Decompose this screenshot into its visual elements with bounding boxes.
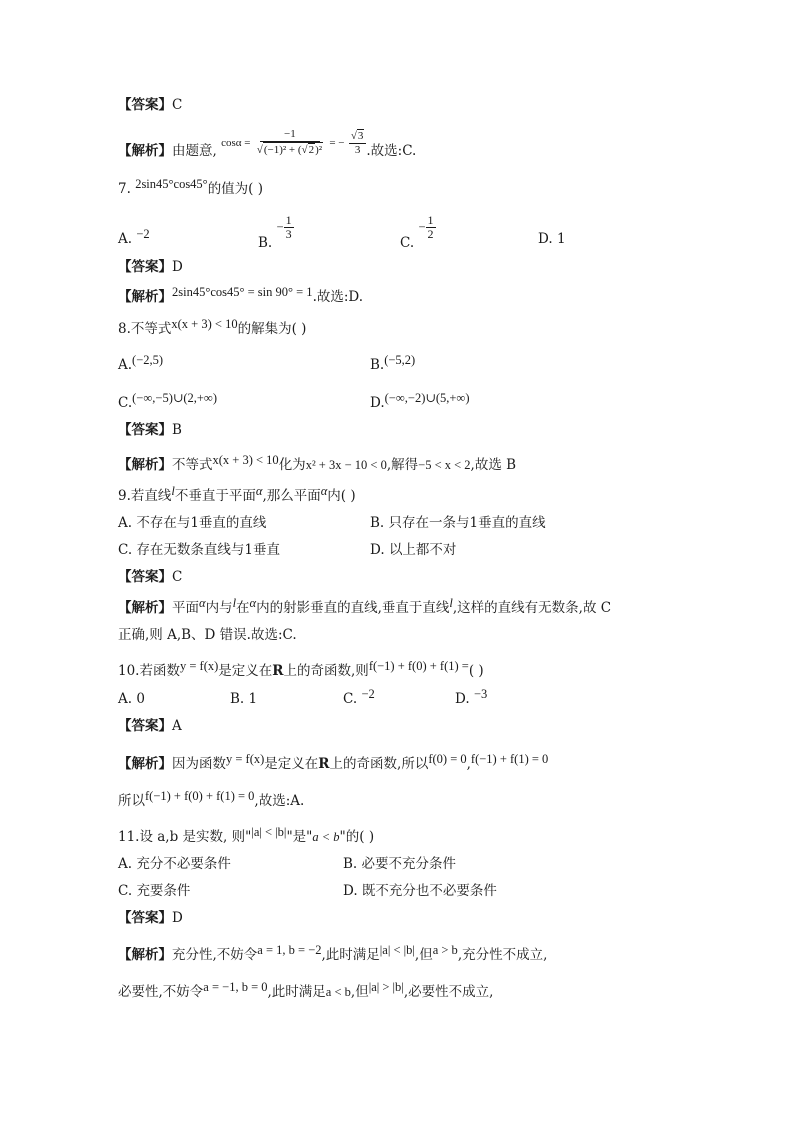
q9-analysis: 【解析】平面α内与l在α内的射影垂直的直线,垂直于直线l,这样的直线有无数条,故 C bbox=[118, 596, 612, 616]
q9-option-c: C. 存在无数条直线与1垂直 bbox=[118, 542, 281, 558]
q8-option-c: C.(−∞,−5)∪(2,+∞) bbox=[118, 391, 217, 411]
q6-analysis: 【解析】由题意, cosα = $\frac{-1}{\text{√(−1)² + (√2)²}}$ = − $\frac{√3}{3}$ .故选:C. bbox=[118, 128, 417, 159]
q9-option-b: B. 只存在一条与1垂直的直线 bbox=[370, 515, 546, 531]
answer-tag: 【答案】 bbox=[118, 97, 172, 113]
q9-option-d: D. 以上都不对 bbox=[370, 542, 457, 558]
q10-analysis-line2: 所以f(−1) + f(0) + f(1) = 0,故选:A. bbox=[118, 789, 305, 809]
q10-option-a: A. 0 bbox=[118, 691, 145, 707]
q10-answer: 【答案】A bbox=[118, 718, 182, 734]
q11-option-c: C. 充要条件 bbox=[118, 883, 191, 899]
q10-analysis: 【解析】因为函数y = f(x)是定义在R上的奇函数,所以f(0) = 0,f(−1) + f(1) = 0 bbox=[118, 752, 549, 772]
answer-value: C bbox=[172, 97, 183, 113]
q11-option-b: B. 必要不充分条件 bbox=[343, 856, 457, 872]
q11-answer: 【答案】D bbox=[118, 910, 183, 926]
q9-option-a: A. 不存在与1垂直的直线 bbox=[118, 515, 267, 531]
q8-option-b: B.(−5,2) bbox=[370, 353, 416, 373]
q7-analysis: 【解析】2sin45°cos45° = sin 90° = 1.故选:D. bbox=[118, 285, 364, 305]
q10-option-b: B. 1 bbox=[230, 691, 258, 707]
q8-answer: 【答案】B bbox=[118, 422, 182, 438]
q10-stem: 10.若函数y = f(x)是定义在R上的奇函数,则f(−1) + f(0) + f(1) =( ) bbox=[118, 659, 484, 679]
q9-analysis-line2: 正确,则 A,B、D 错误.故选:C. bbox=[118, 627, 297, 643]
q11-analysis-line2: 必要性,不妨令a = −1, b = 0,此时满足a < b,但|a| > |b|,必要性不成立, bbox=[118, 980, 494, 1000]
q8-option-d: D.(−∞,−2)∪(5,+∞) bbox=[370, 391, 470, 411]
q10-option-d: D. −3 bbox=[455, 687, 488, 707]
q7-answer: 【答案】D bbox=[118, 259, 183, 275]
q7-stem: 7. 2sin45°cos45°的值为( ) bbox=[118, 177, 264, 197]
q11-option-d: D. 既不充分也不必要条件 bbox=[343, 883, 497, 899]
q7-option-d: D. 1 bbox=[538, 231, 566, 247]
q11-analysis: 【解析】充分性,不妨令a = 1, b = −2,此时满足|a| < |b|,但a > b,充分性不成立, bbox=[118, 943, 548, 963]
q7-option-a: A. −2 bbox=[118, 227, 150, 247]
q7-option-b: B. − $\frac{1}{3}$ bbox=[258, 213, 292, 251]
q8-stem: 8.不等式x(x + 3) < 10的解集为( ) bbox=[118, 317, 307, 337]
q6-formula: cosα = $\frac{-1}{\text{√(−1)² + (√2)²}}$ = − $\frac{√3}{3}$ bbox=[221, 128, 366, 157]
analysis-tag: 【解析】 bbox=[118, 143, 172, 159]
q8-analysis: 【解析】不等式x(x + 3) < 10化为x² + 3x − 10 < 0,解得−5 < x < 2,故选 B bbox=[118, 453, 517, 473]
q9-stem: 9.若直线l不垂直于平面α,那么平面α内( ) bbox=[118, 484, 356, 504]
q11-stem: 11.设 a,b 是实数, 则"|a| < |b|"是"a < b"的( ) bbox=[118, 825, 375, 845]
q11-option-a: A. 充分不必要条件 bbox=[118, 856, 231, 872]
q7-option-c: C. − $\frac{1}{2}$ bbox=[400, 213, 434, 251]
q6-answer bbox=[118, 96, 182, 114]
q10-option-c: C. −2 bbox=[343, 687, 375, 707]
q9-answer: 【答案】C bbox=[118, 569, 183, 585]
q8-option-a: A.(−2,5) bbox=[118, 353, 164, 373]
